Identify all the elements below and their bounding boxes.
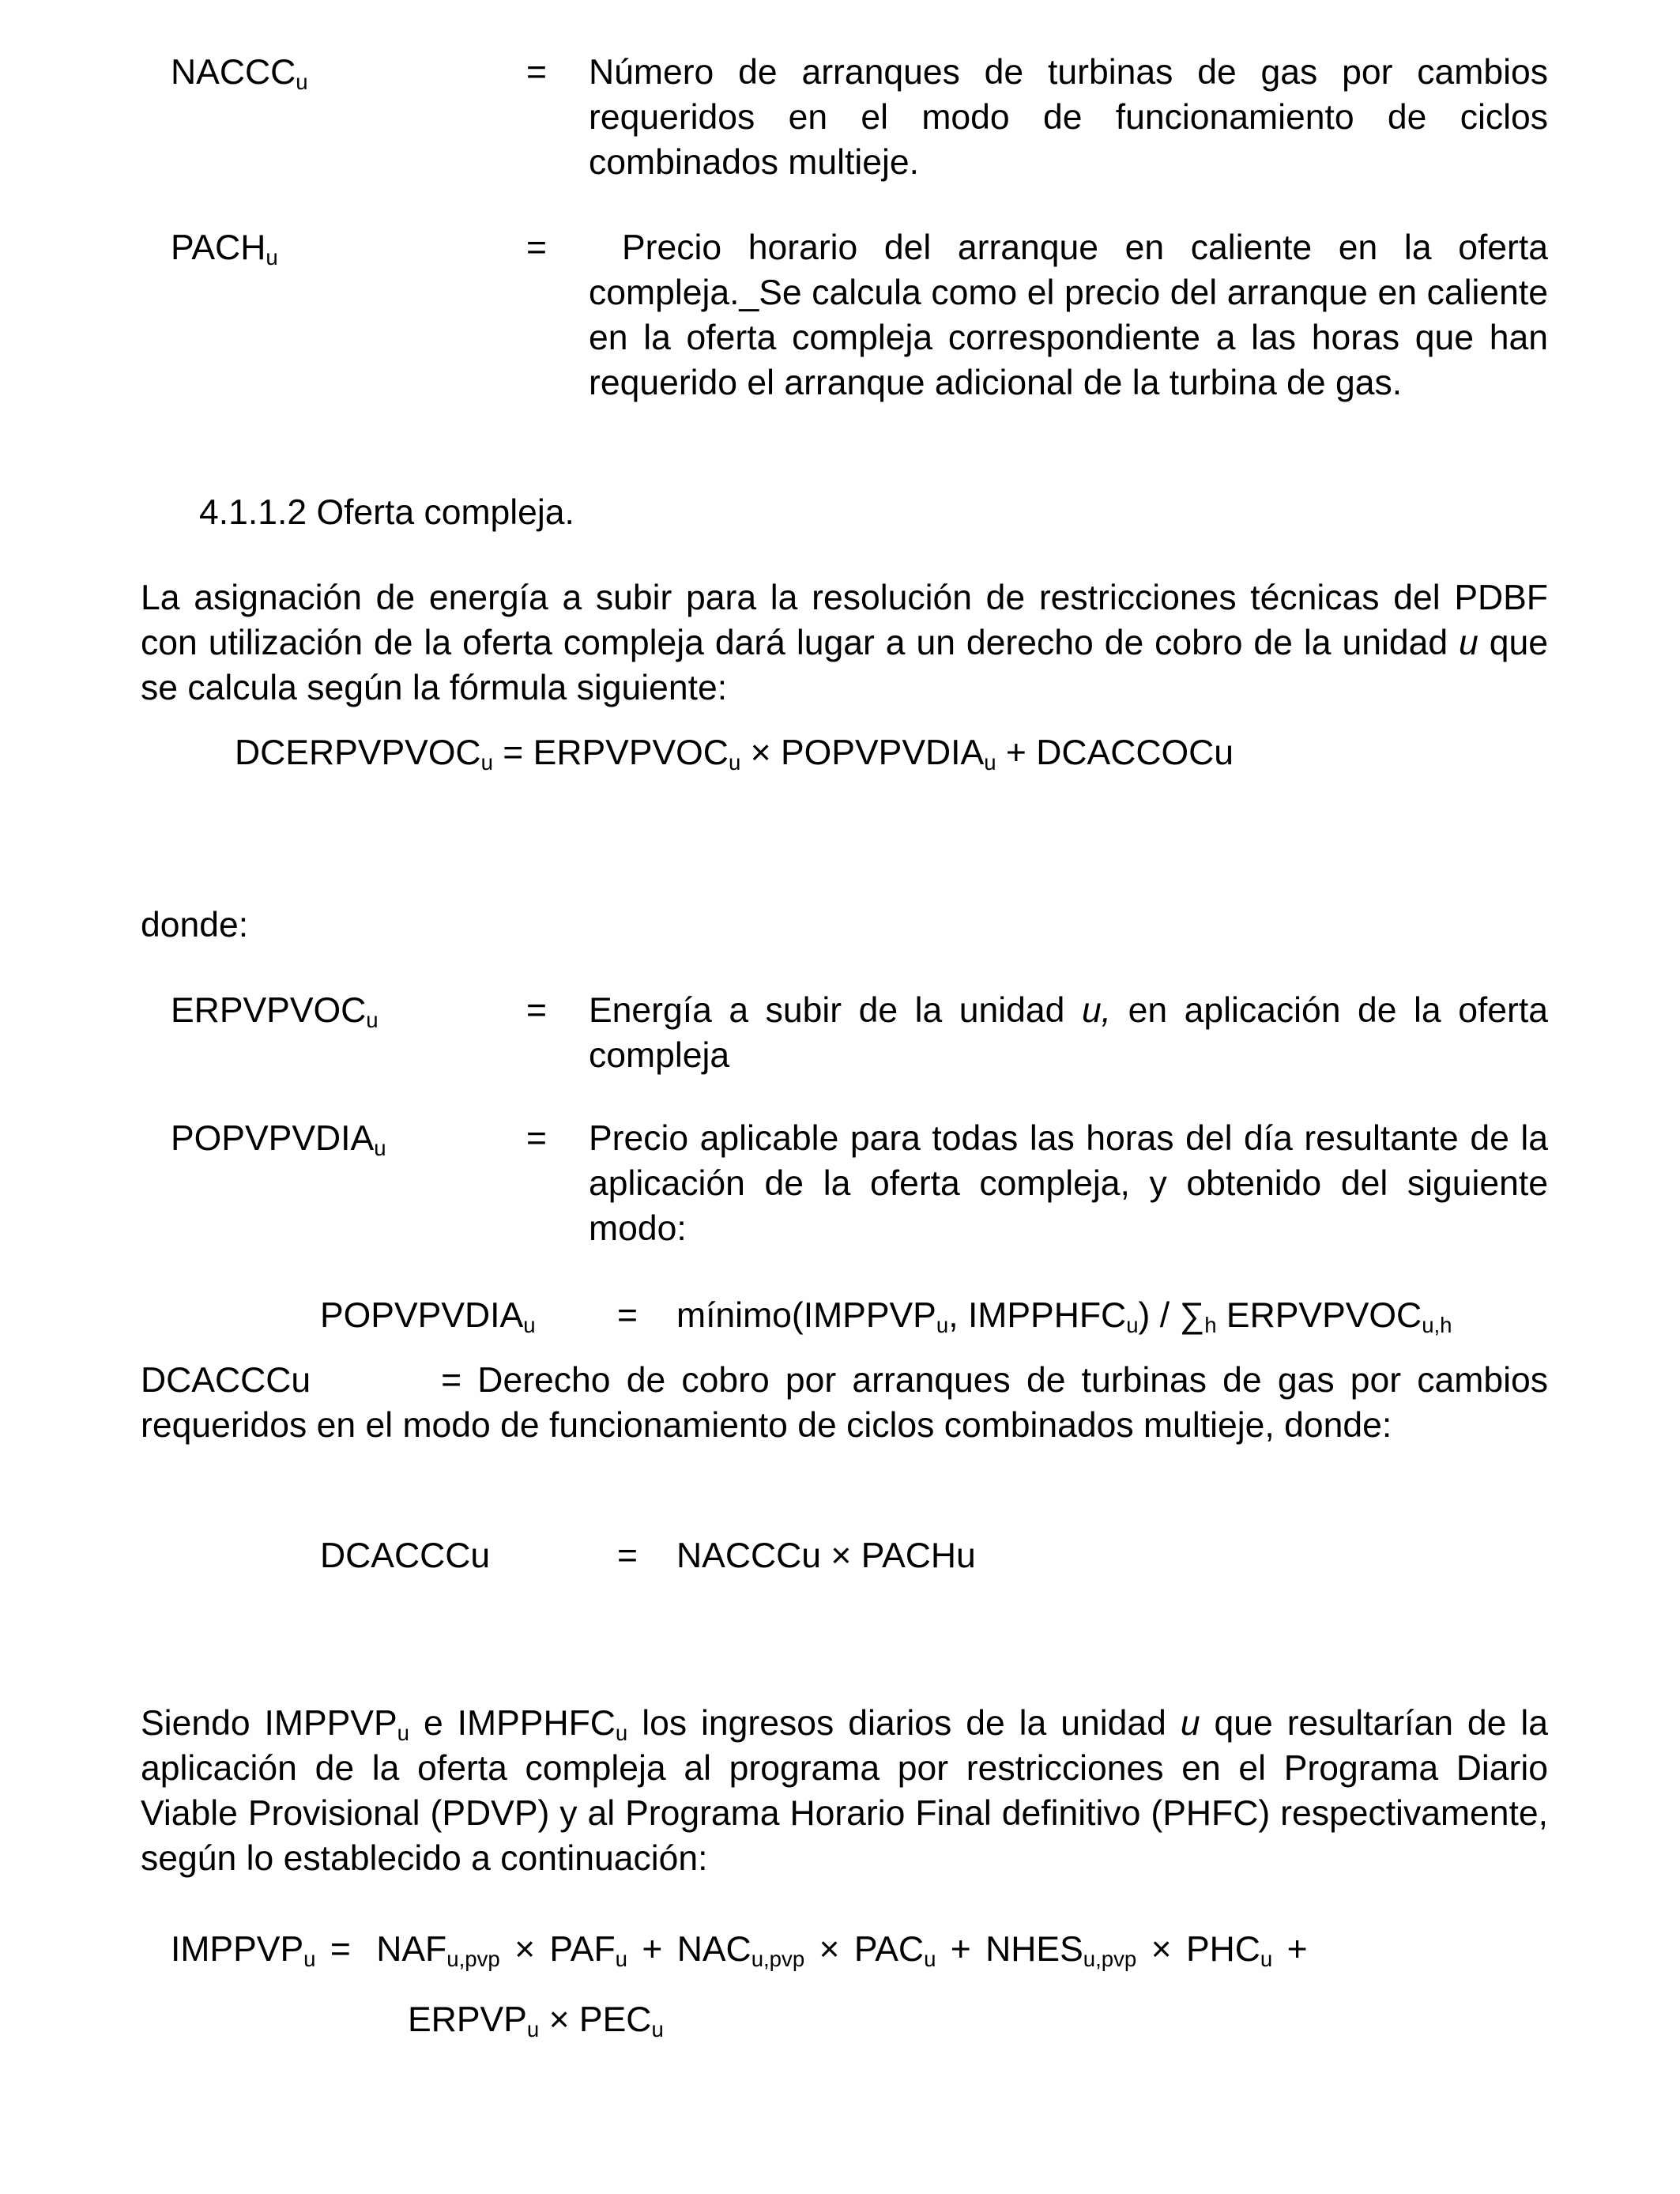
term-erpvpvoc: $ERPVPVOC_u$ [171, 991, 379, 1032]
definition-text-pach: Precio horario del arranque en caliente en la oferta compleja._Se calcula como el precio del arranque en caliente en la oferta compleja correspondiente a las horas que han requerido el arranque adicional de la turbina de gas. [589, 228, 1548, 402]
definition-text-naccc: Número de arranques de turbinas de gas por cambios requeridos en el modo de funcionamiento de ciclos combinados multieje. [589, 53, 1548, 182]
formula-rhs: $mínimo(IMPPVP_u$, $IMPPHFC_u) / \sum_h$ $ERPVPVOC_{u,h}$ [676, 1296, 1452, 1337]
term-naccc: $NACCC_u$ [171, 53, 308, 94]
definition-text-erpvpvoc: Energía a subir de la unidad u, en aplicación de la oferta compleja [589, 991, 1548, 1075]
term-pach: $PACH_u$ [171, 228, 278, 270]
formula-rhs: NACCCu × PACHu [676, 1536, 976, 1575]
formula-lhs: $POPVPVDIA_u$ [320, 1296, 536, 1337]
formula-dcerpvpvoc: $DCERPVPVOC_u$ = $ERPVPVOC_u$ × $POPVPVDIA_u$ + DCACCOCu [235, 733, 1234, 775]
equals-sign: = [617, 1536, 638, 1575]
formula-line-1: $IMPPVP_u = NAF_{u,pvp} \times PAF_u + NAC_{u,pvp} \times PAC_u$ + $NHES_{u,pvp} \times PHC_u$ + [171, 1930, 1308, 1971]
siendo-paragraph: Siendo $IMPPVP_u$ e $IMPPHFC_u$ los ingresos diarios de la unidad u que resultarían de la aplicación de la oferta compleja al programa por restricciones en el Programa Diario Viable Provisional (PDVP) y al Programa Horario Final definitivo (PHFC) respectivamente, según lo establecido a continuación: [141, 1704, 1548, 1878]
equals-sign: = [526, 991, 547, 1030]
equals-sign: = [526, 1119, 547, 1158]
formula-line-2: $ERPVP_u \times PEC_u$ [408, 2000, 664, 2041]
donde-label: donde: [141, 906, 249, 944]
equals-sign: = [526, 53, 547, 92]
section-heading: 4.1.1.2 Oferta compleja. [199, 493, 574, 532]
term-popvpvdia: $POPVPVDIA_u$ [171, 1119, 386, 1160]
definition-text-popvpvdia: Precio aplicable para todas las horas del día resultante de la aplicación de la oferta compleja, y obtenido del siguiente modo: [589, 1119, 1548, 1248]
dcaccc-definition: DCACCCu = Derecho de cobro por arranques de turbinas de gas por cambios requeridos en el modo de funcionamiento de ciclos combinados multieje, donde: [141, 1361, 1548, 1445]
formula-lhs: DCACCCu [320, 1536, 491, 1575]
equals-sign: = [526, 228, 547, 267]
equals-sign: = [617, 1296, 638, 1335]
intro-paragraph: La asignación de energía a subir para la resolución de restricciones técnicas del PDBF con utilización de la oferta compleja dará lugar a un derecho de cobro de la unidad u que se calcula según la fórmula siguiente: [141, 579, 1548, 707]
